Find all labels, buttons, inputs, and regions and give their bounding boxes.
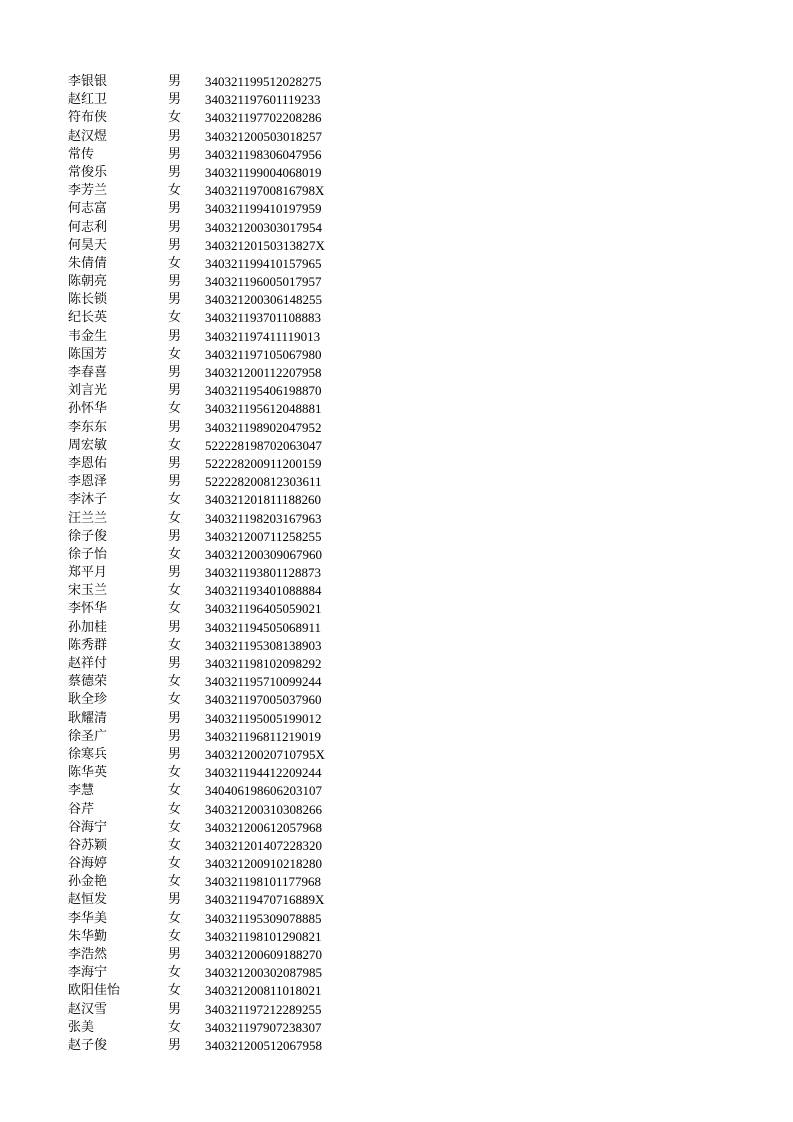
gender-cell: 女 — [168, 601, 182, 617]
name-cell: 赵汉雪 — [68, 1001, 108, 1017]
id-number-cell: 340321198102098292 — [205, 656, 322, 671]
id-number-cell: 340321195005199012 — [205, 710, 322, 726]
id-number-cell: 340321198101290821 — [205, 928, 322, 944]
id-number-cell: 340321195309078885 — [205, 910, 322, 926]
id-number-cell: 340321197105067980 — [205, 346, 322, 362]
gender-cell: 男 — [168, 656, 182, 671]
id-number-cell: 340321197212289255 — [205, 1001, 322, 1017]
name-cell: 赵祥付 — [68, 656, 108, 671]
id-number-cell: 340321199004068019 — [205, 164, 322, 180]
gender-cell: 男 — [168, 328, 182, 344]
id-number-cell: 340321198203167963 — [205, 510, 322, 526]
gender-cell: 男 — [168, 419, 182, 435]
id-number-cell: 340321194412209244 — [205, 765, 322, 781]
id-number-cell: 340321197005037960 — [205, 692, 322, 708]
name-cell: 常传 — [68, 146, 95, 162]
id-number-cell: 340321195710099244 — [205, 674, 322, 690]
gender-cell: 女 — [168, 801, 182, 817]
gender-cell: 女 — [168, 837, 182, 853]
gender-cell: 男 — [168, 528, 182, 544]
name-cell: 李银银 — [68, 74, 108, 89]
name-cell: 何昊天 — [68, 237, 108, 253]
id-number-cell: 340321200302087985 — [205, 965, 322, 981]
id-number-cell: 340321196811219019 — [205, 728, 322, 744]
gender-cell: 男 — [168, 128, 182, 144]
id-number-cell: 340321194505068911 — [205, 619, 322, 635]
name-cell: 韦金生 — [68, 328, 108, 344]
id-number-cell: 34032119470716889X — [205, 892, 325, 908]
gender-cell: 男 — [168, 892, 182, 908]
id-number-cell: 340321197411119013 — [205, 328, 321, 344]
name-cell: 李慧 — [68, 783, 95, 799]
name-cell: 陈秀群 — [68, 637, 108, 653]
gender-cell: 女 — [168, 674, 182, 690]
gender-cell: 男 — [168, 201, 182, 217]
name-cell: 李华美 — [68, 910, 108, 926]
id-number-cell: 340321195308138903 — [205, 637, 322, 653]
gender-cell: 女 — [168, 492, 182, 508]
gender-cell: 女 — [168, 783, 182, 799]
gender-cell: 女 — [168, 401, 182, 417]
id-number-cell: 340321201811188260 — [205, 492, 322, 508]
gender-cell: 女 — [168, 983, 182, 999]
gender-cell: 女 — [168, 819, 182, 835]
id-number-cell: 340321199410197959 — [205, 201, 322, 217]
id-number-cell: 340321200112207958 — [205, 365, 322, 380]
gender-cell: 男 — [168, 292, 182, 308]
gender-cell: 男 — [168, 92, 182, 108]
name-cell: 纪长英 — [68, 310, 108, 326]
gender-cell: 女 — [168, 874, 182, 890]
gender-cell: 女 — [168, 437, 182, 453]
id-number-cell: 34032120020710795X — [205, 746, 325, 762]
gender-cell: 女 — [168, 510, 182, 526]
id-number-cell: 340321200303017954 — [205, 219, 322, 235]
id-number-cell: 340321200310308266 — [205, 801, 322, 817]
name-cell: 朱华勤 — [68, 928, 108, 944]
name-cell: 符布侠 — [68, 110, 108, 126]
name-cell: 李怀华 — [68, 601, 108, 617]
name-cell: 刘言光 — [68, 383, 108, 399]
id-number-cell: 340321195612048881 — [205, 401, 322, 417]
id-number-cell: 340321200811018021 — [205, 983, 322, 999]
id-number-cell: 340406198606203107 — [205, 783, 322, 799]
gender-cell: 女 — [168, 856, 182, 872]
gender-cell: 女 — [168, 255, 182, 271]
name-cell: 何志富 — [68, 201, 108, 217]
gender-cell: 男 — [168, 237, 182, 253]
name-cell: 徐圣广 — [68, 728, 108, 744]
gender-cell: 女 — [168, 765, 182, 781]
name-cell: 汪兰兰 — [68, 510, 108, 526]
id-number-cell: 34032120150313827X — [205, 237, 325, 253]
gender-cell: 女 — [168, 110, 182, 126]
gender-cell: 女 — [168, 910, 182, 926]
name-cell: 孙金艳 — [68, 874, 108, 890]
name-cell: 宋玉兰 — [68, 583, 108, 599]
name-cell: 谷苏颖 — [68, 837, 108, 853]
gender-cell: 男 — [168, 710, 182, 726]
id-number-cell: 340321200609188270 — [205, 947, 322, 962]
name-cell: 耿耀清 — [68, 710, 108, 726]
gender-cell: 女 — [168, 928, 182, 944]
name-cell: 孙怀华 — [68, 401, 108, 417]
id-number-cell: 340321199410157965 — [205, 255, 322, 271]
gender-cell: 男 — [168, 728, 182, 744]
gender-cell: 女 — [168, 310, 182, 326]
name-cell: 李沐子 — [68, 492, 108, 508]
id-number-cell: 34032119700816798X — [205, 183, 325, 199]
name-cell: 李海宁 — [68, 965, 108, 981]
id-number-cell: 522228200911200159 — [205, 455, 322, 471]
id-number-cell: 340321198902047952 — [205, 419, 322, 435]
id-number-cell: 340321200612057968 — [205, 819, 322, 835]
gender-cell: 女 — [168, 637, 182, 653]
name-cell: 常俊乐 — [68, 164, 108, 180]
name-cell: 谷海婷 — [68, 856, 108, 872]
id-number-cell: 340321200910218280 — [205, 856, 322, 872]
id-number-cell: 340321193401088884 — [205, 583, 322, 599]
name-cell: 徐子俊 — [68, 528, 108, 544]
name-cell: 谷芹 — [68, 801, 95, 817]
name-cell: 孙加桂 — [68, 619, 108, 635]
name-cell: 赵红卫 — [68, 92, 108, 108]
name-cell: 赵子俊 — [68, 1037, 108, 1053]
name-cell: 谷海宁 — [68, 819, 108, 835]
name-cell: 李恩佑 — [68, 455, 108, 471]
id-number-cell: 340321200503018257 — [205, 128, 322, 144]
name-cell: 李东东 — [68, 419, 108, 435]
name-cell: 李芳兰 — [68, 183, 108, 199]
id-number-cell: 340321200309067960 — [205, 546, 322, 562]
id-number-cell: 340321200512067958 — [205, 1037, 322, 1053]
name-cell: 周宏敏 — [68, 437, 108, 453]
gender-cell: 男 — [168, 746, 182, 762]
gender-cell: 女 — [168, 692, 182, 708]
gender-cell: 男 — [168, 1001, 182, 1017]
id-number-cell: 340321193801128873 — [205, 565, 322, 581]
gender-cell: 女 — [168, 965, 182, 981]
id-number-cell: 340321198306047956 — [205, 146, 322, 162]
gender-cell: 男 — [168, 947, 182, 962]
gender-cell: 男 — [168, 146, 182, 162]
gender-cell: 男 — [168, 274, 182, 290]
name-cell: 朱倩倩 — [68, 255, 108, 271]
id-number-cell: 340321196005017957 — [205, 274, 322, 290]
gender-cell: 男 — [168, 455, 182, 471]
name-cell: 陈长锁 — [68, 292, 108, 308]
gender-cell: 女 — [168, 583, 182, 599]
id-number-cell: 522228198702063047 — [205, 437, 322, 453]
gender-cell: 男 — [168, 74, 182, 89]
name-cell: 赵汉煜 — [68, 128, 108, 144]
gender-cell: 男 — [168, 1037, 182, 1053]
gender-cell: 男 — [168, 565, 182, 581]
name-cell: 徐子怡 — [68, 546, 108, 562]
gender-cell: 女 — [168, 346, 182, 362]
gender-cell: 男 — [168, 164, 182, 180]
gender-cell: 男 — [168, 383, 182, 399]
id-number-cell: 340321197907238307 — [205, 1019, 322, 1035]
id-number-cell: 340321200711258255 — [205, 528, 322, 544]
id-number-cell: 340321193701108883 — [205, 310, 322, 326]
gender-cell: 女 — [168, 546, 182, 562]
id-number-cell: 340321197601119233 — [205, 92, 321, 108]
gender-cell: 男 — [168, 365, 182, 380]
name-cell: 陈朝亮 — [68, 274, 108, 290]
name-cell: 陈国芳 — [68, 346, 108, 362]
gender-cell: 女 — [168, 183, 182, 199]
name-cell: 何志利 — [68, 219, 108, 235]
name-cell: 李浩然 — [68, 947, 108, 962]
name-cell: 郑平月 — [68, 565, 108, 581]
name-cell: 徐寒兵 — [68, 746, 108, 762]
gender-cell: 男 — [168, 619, 182, 635]
name-cell: 蔡德荣 — [68, 674, 108, 690]
id-number-cell: 340321197702208286 — [205, 110, 322, 126]
id-number-cell: 340321201407228320 — [205, 837, 322, 853]
id-number-cell: 340321196405059021 — [205, 601, 322, 617]
name-cell: 李恩泽 — [68, 474, 108, 490]
name-cell: 赵恒发 — [68, 892, 108, 908]
gender-cell: 男 — [168, 219, 182, 235]
id-number-cell: 340321199512028275 — [205, 74, 322, 89]
name-cell: 李春喜 — [68, 365, 108, 380]
id-number-cell: 340321198101177968 — [205, 874, 322, 890]
name-cell: 欧阳佳怡 — [68, 983, 121, 999]
id-number-cell: 522228200812303611 — [205, 474, 322, 490]
id-number-cell: 340321195406198870 — [205, 383, 322, 399]
name-cell: 耿全珍 — [68, 692, 108, 708]
id-number-cell: 340321200306148255 — [205, 292, 322, 308]
name-cell: 陈华英 — [68, 765, 108, 781]
gender-cell: 男 — [168, 474, 182, 490]
name-cell: 张美 — [68, 1019, 95, 1035]
gender-cell: 女 — [168, 1019, 182, 1035]
